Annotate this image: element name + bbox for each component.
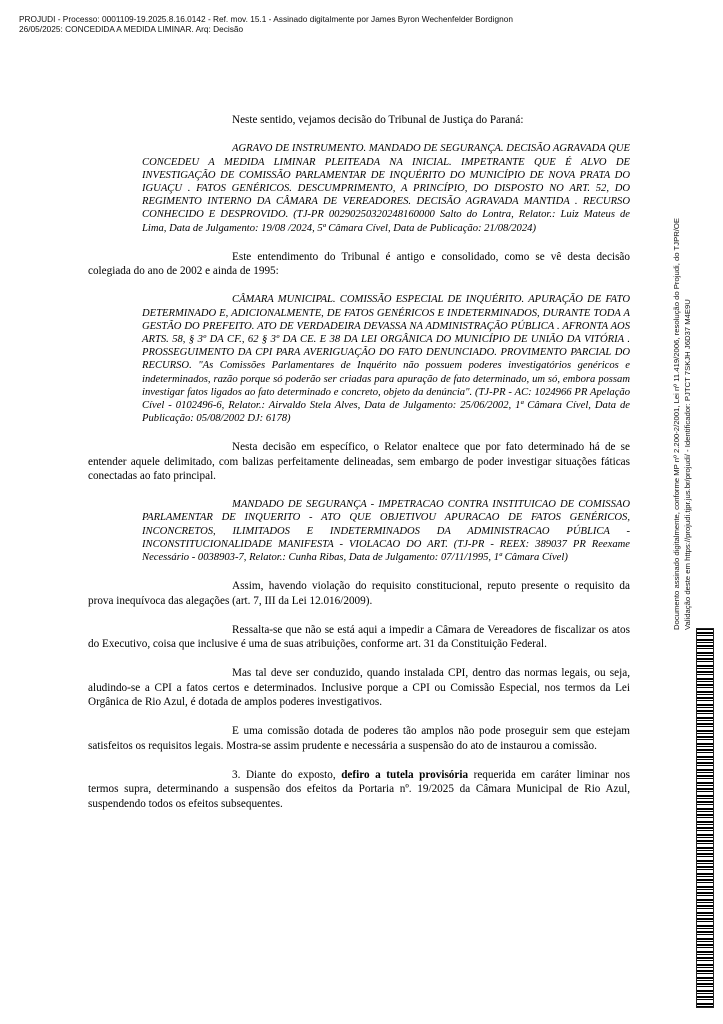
paragraph-4: Assim, havendo violação do requisito constitucional, reputo presente o requisito da prova inequívoca das alegações (art. 7, III da Lei 12.016/2009). bbox=[88, 580, 630, 607]
paragraph-8-bold: defiro a tutela provisória bbox=[341, 768, 469, 781]
paragraph-6: Mas tal deve ser conduzido, quando instalada CPI, dentro das normas legais, ou seja, aludindo-se a CPI a fatos certos e determinados. Inclusive porque a CPI ou Comissão Especial, nos termos da Lei Orgânica de Rio Azul, é dotada de amplos poderes investigativos. bbox=[88, 667, 630, 709]
sidebar-line-2: Validação deste em https://projudi.tjpr.jus.br/projudi/ - Identificador: PJTCT 7SKJH J6D37 M4E9U bbox=[682, 299, 692, 630]
document-header bbox=[19, 14, 513, 35]
quote-1 bbox=[142, 142, 630, 234]
paragraph-2: Este entendimento do Tribunal é antigo e consolidado, como se vê desta decisão colegiada do ano de 2002 e ainda de 1995: bbox=[88, 250, 630, 278]
barcode bbox=[696, 628, 714, 1008]
header-line-2: 26/05/2025: CONCEDIDA A MEDIDA LIMINAR. Arq: Decisão bbox=[19, 24, 244, 35]
quote-1-text: AGRAVO DE INSTRUMENTO. MANDADO DE SEGURANÇA. DECISÃO AGRAVADA QUE CONCEDEU A MEDIDA LIMINAR PLEITEADA NA INICIAL. IMPETRANTE QUE É ALVO DE INVESTIGAÇÃO DE COMISSÃO PARLAMENTAR DE INQUÉRITO DO MUNICÍPIO DE NOVA PRATA DO IGUAÇU . FATOS GENÉRICOS. DESCUMPRIMENTO, A PRINCÍPIO, DO DISPOSTO NO ART. 52, DO REGIMENTO INTERNO DA CÂMARA DE VEREADORES. DECISÃO AGRAVADA MANTIDA . RECURSO CONHECIDO E DESPROVIDO. (TJ-PR 00290250320248160000 Salto do Lontra, Relator.: Luiz Mateus de Lima, Data de Julgamento: 19/08 /2024, 5ª Câmara Cível, Data de Publicação: 21/08/2024) bbox=[142, 143, 630, 234]
quote-2 bbox=[142, 293, 630, 425]
paragraph-8-start: 3. Diante do exposto, bbox=[232, 768, 342, 781]
document-body bbox=[88, 113, 630, 811]
paragraph-intro: Neste sentido, vejamos decisão do Tribunal de Justiça do Paraná: bbox=[232, 114, 524, 126]
paragraph-8 bbox=[88, 768, 630, 811]
paragraph-7: E uma comissão dotada de poderes tão amplos não pode proseguir sem que estejam satisfeitos os requisitos legais. Mostra-se assim prudente e necessária a suspensão do ato de instaurou a comissão. bbox=[88, 725, 630, 752]
paragraph-8-end: requerida em caráter liminar nos termos supra, determinando a suspensão dos efeitos da Portaria nº. 19/2025 da Câmara Municipal de Rio Azul, suspendendo todos os efeitos subsequentes. bbox=[88, 768, 630, 810]
signature-sidebar bbox=[672, 70, 693, 630]
quote-3 bbox=[142, 498, 630, 564]
quote-3-text: MANDADO DE SEGURANÇA - IMPETRACAO CONTRA INSTITUICAO DE COMISSAO PARLAMENTAR DE INQUERITO - ATO QUE OBJETIVOU APURACAO DE FATOS GENÉRICOS, INCONCRETOS, ILIMITADOS E INDETERMINADOS DA ADMINISTRACAO PÚBLICA - INCONSTITUCIONALIDADE MANIFESTA - VIOLACAO DO ART. (TJ-PR - REEX: 389037 PR Reexame Necessário - 0038903-7, Relator.: Cunha Ribas, Data de Julgamento: 07/11/1995, 1ª Câmara Cível) bbox=[142, 499, 630, 564]
quote-2-text: CÂMARA MUNICIPAL. COMISSÃO ESPECIAL DE INQUÉRITO. APURAÇÃO DE FATO DETERMINADO E, ADICIONALMENTE, DE FATOS GENÉRICOS E INDETERMINADOS, DURANTE TODA A GESTÃO DO PREFEITO. ATO DE VERDADEIRA DEVASSA NA ADMINISTRAÇÃO PÚBLICA . AFRONTA AOS ARTS. 58, § 3º DA CF., 62 § 3º DA CE. E 38 DA LEI ORGÂNICA DO MUNICÍPIO DE UNIÃO DA VITÓRIA . PROSSEGUIMENTO DA CPI PARA AVERIGUAÇÃO DO FATO DENUNCIADO. PROVIMENTO PARCIAL DO RECURSO. "As Comissões Parlamentares de Inquérito não possuem poderes investigatórios genéricos e indeterminados, razão porque só poderão ser criadas para apuração de fato determinado, um só, embora possam investigar fatos ligados ao fato determinado e concreto, objeto da denúncia". (TJ-PR - AC: 1024966 PR Apelação Cível - 0102496-6, Relator.: Airvaldo Stela Alves, Data de Julgamento: 25/06/2002, 1ª Câmara Cível, Data de Publicação: 05/08/2002 DJ: 6178) bbox=[142, 294, 630, 425]
paragraph-5: Ressalta-se que não se está aqui a impedir a Câmara de Vereadores de fiscalizar os atos do Executivo, coisa que inclusive é uma de suas atribuições, conforme art. 31 da Constituição Federal. bbox=[88, 623, 630, 651]
paragraph-3: Nesta decisão em específico, o Relator enaltece que por fato determinado há de se entender aquele delimitado, com balizas perfeitamente delineadas, sem embargo de poder investigar situações fáticas conectadas ao fato principal. bbox=[88, 441, 630, 482]
sidebar-line-1: Documento assinado digitalmente, conforme MP nº 2.200-2/2001, Lei nº 11.419/2006, resolução do Projudi, do TJPR/OE bbox=[672, 217, 681, 630]
header-line-1: PROJUDI - Processo: 0001109-19.2025.8.16.0142 - Ref. mov. 15.1 - Assinado digitalmente por James Byron Wechenfelder Bordignon bbox=[19, 14, 513, 24]
